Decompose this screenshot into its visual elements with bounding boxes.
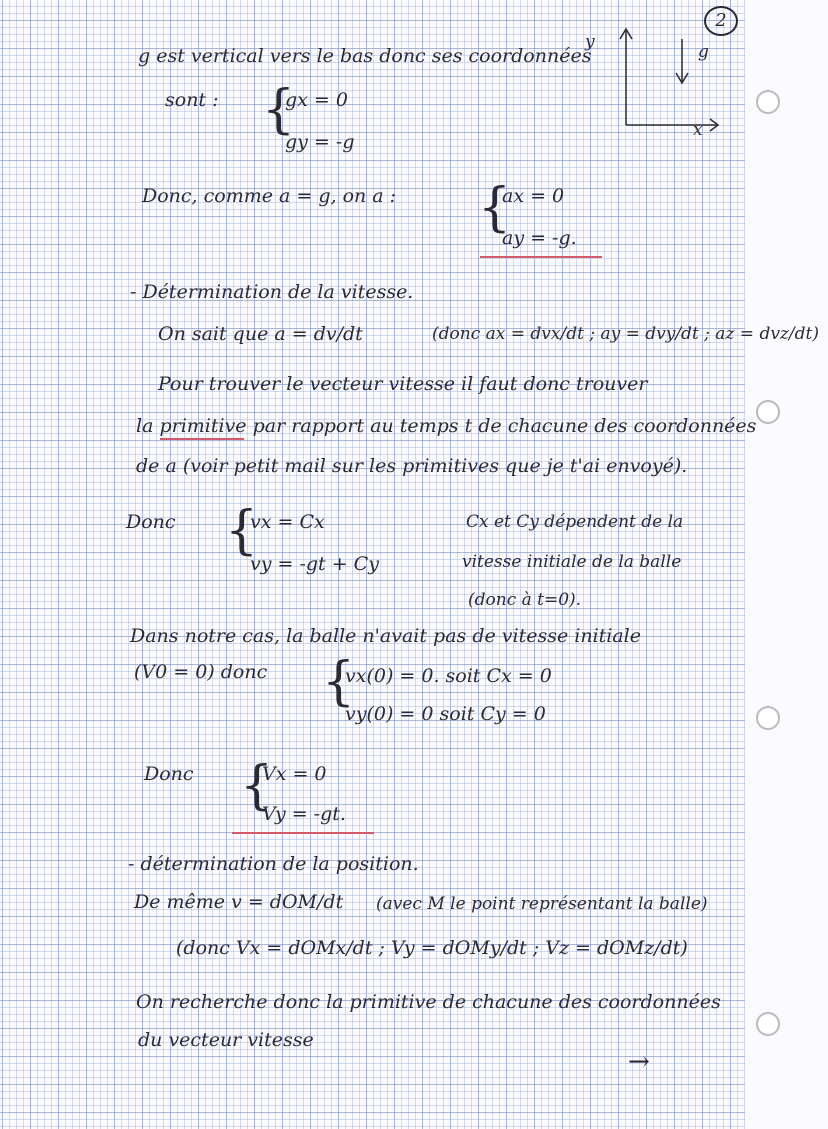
- equation: ay = -g.: [502, 227, 577, 249]
- note-line: (donc à t=0).: [468, 590, 582, 610]
- result-underline: [480, 256, 602, 258]
- text-line: (V0 = 0) donc: [134, 661, 268, 683]
- equation: vx = Cx: [250, 511, 325, 533]
- text-line: Donc: [144, 763, 194, 785]
- binder-hole: [756, 400, 780, 424]
- result-underline: [232, 832, 374, 834]
- text-line: Dans notre cas, la balle n'avait pas de vitesse initiale: [130, 625, 641, 647]
- equation: ax = 0: [502, 185, 565, 207]
- text-line: la primitive par rapport au temps t de chacune des coordonnées: [136, 415, 757, 437]
- binder-hole: [756, 90, 780, 114]
- note-line: Cx et Cy dépendent de la: [466, 512, 684, 532]
- text-line: (avec M le point représentant la balle): [376, 894, 708, 914]
- system-brace: {: [240, 756, 274, 816]
- note-line: vitesse initiale de la balle: [462, 552, 682, 572]
- text-line: (donc ax = dvx/dt ; ay = dvy/dt ; az = dvz/dt): [432, 324, 819, 344]
- text-line: du vecteur vitesse: [138, 1029, 314, 1051]
- equation: vy(0) = 0 soit Cy = 0: [345, 703, 546, 725]
- text-line: On recherche donc la primitive de chacune des coordonnées: [136, 991, 721, 1013]
- text-line: On sait que a = dv/dt: [158, 323, 363, 345]
- equation: gy = -g: [285, 131, 355, 153]
- text-line: Donc, comme a = g, on a :: [142, 185, 397, 207]
- continue-arrow: →: [628, 1047, 650, 1077]
- text-line: De même v = dOM/dt: [134, 891, 344, 913]
- word-underline: [160, 438, 244, 440]
- text-line: Pour trouver le vecteur vitesse il faut donc trouver: [158, 373, 648, 395]
- section-heading: - Détermination de la vitesse.: [130, 281, 414, 303]
- text-line: Donc: [126, 511, 176, 533]
- page-margin: [745, 0, 828, 1129]
- y-axis-label: y: [585, 32, 595, 52]
- system-brace: {: [262, 80, 296, 140]
- text-line: de a (voir petit mail sur les primitives que je t'ai envoyé).: [136, 455, 688, 477]
- equation: gx = 0: [285, 89, 348, 111]
- binder-hole: [756, 706, 780, 730]
- page-number: 2: [704, 6, 738, 36]
- x-axis-label: x: [693, 120, 703, 140]
- section-heading: - détermination de la position.: [128, 853, 419, 875]
- equation: Vx = 0: [262, 763, 327, 785]
- system-brace: {: [478, 178, 512, 238]
- g-vector-label: g: [698, 42, 709, 62]
- equation: vy = -gt + Cy: [250, 553, 379, 575]
- equation: vx(0) = 0. soit Cx = 0: [345, 665, 552, 687]
- system-brace: {: [322, 652, 356, 712]
- system-brace: {: [225, 501, 259, 561]
- text-line: (donc Vx = dOMx/dt ; Vy = dOMy/dt ; Vz = dOMz/dt): [176, 937, 688, 959]
- equation: Vy = -gt.: [262, 803, 346, 825]
- binder-hole: [756, 1012, 780, 1036]
- text-line: sont :: [165, 89, 219, 111]
- text-line: g est vertical vers le bas donc ses coordonnées: [138, 45, 592, 67]
